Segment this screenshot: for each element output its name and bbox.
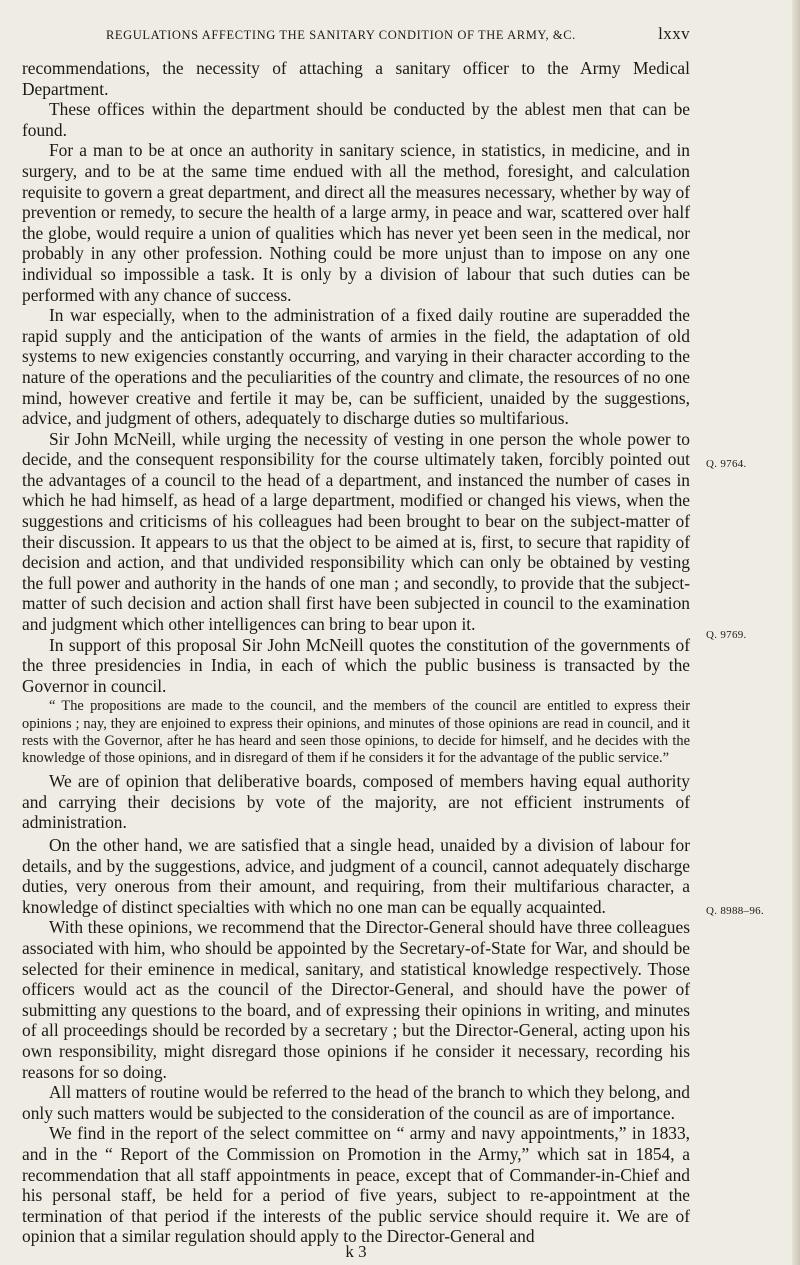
paragraph: For a man to be at once an authority in sanitary science, in statistics, in medicine, and in surgery, and to be at the same time endued with all the method, foresight, and calculation requisite to govern a great department, and direct all the measures necessary, whether by way of prevention or remedy, to secure the health of a large army, in peace and war, scattered over half the globe, would require a union of qualities which has never yet been seen in the medical, nor probably in any other profession. Nothing could be more unjust than to impose on any one individual so impossible a task. It is only by a division of labour that such duties can be performed with any chance of success. — [22, 140, 690, 305]
paragraph: We find in the report of the select committee on “ army and navy appointments,” in 1833, and in the “ Report of the Commission on Promotion in the Army,” which sat in 1854, a recommendation that all staff appointments in peace, except that of Commander-in-Chief and his personal staff, be held for a period of five years, subject to re-appointment at the termination of that period if the interests of the public service should require it. We are of opinion that a similar regulation should apply to the Director-General and — [22, 1123, 690, 1247]
paragraph: These offices within the department should be conducted by the ablest men that can be found. — [22, 99, 690, 140]
paragraph: Sir John McNeill, while urging the necessity of vesting in one person the whole power to decide, and the consequent responsibility for the course ultimately taken, forcibly pointed out the advantages of a council to the head of a department, and instanced the number of cases in which he had himself, as head of a large department, modified or changed his views, when the suggestions and criticisms of his colleagues had been brought to bear on the subject-matter of their discussion. It appears to us that the object to be aimed at is, first, to secure that rapidity of decision and action, and that undivided responsibility which can only be obtained by vesting the full power and authority in the hands of one man ; and secondly, to provide that the subject-matter of such decision and action shall first have been subjected in council to the examination and judgment which other intelligences can bring to bear upon it. — [22, 428, 690, 635]
paragraph: All matters of routine would be referred to the head of the branch to which they belong, and only such matters would be subjected to the consideration of the council as are of importance. — [22, 1082, 690, 1123]
paragraph: We are of opinion that deliberative boards, composed of members having equal authority and carrying their decisions by vote of the majority, are not efficient instruments of administration. — [22, 771, 690, 833]
body-text — [22, 58, 690, 1247]
signature-mark: k 3 — [345, 1242, 367, 1261]
running-header — [106, 24, 690, 44]
running-title: REGULATIONS AFFECTING THE SANITARY CONDITION OF THE ARMY, &C. — [106, 28, 576, 42]
paragraph: On the other hand, we are satisfied that a single head, unaided by a division of labour for details, and by the suggestions, advice, and judgment of a council, cannot adequately discharge duties, very onerous from their amount, and requiring, from their multifarious character, a knowledge of distinct specialties with which no one man can be equally acquainted. — [22, 835, 690, 917]
margin-note: Q. 9764. — [706, 458, 747, 470]
margin-note: Q. 8988–96. — [706, 905, 764, 917]
page-edge — [792, 0, 800, 1265]
page-number: lxxv — [658, 24, 690, 43]
paragraph: In support of this proposal Sir John McNeill quotes the constitution of the governments of the three presidencies in India, in each of which the public business is transacted by the Governor in council. — [22, 634, 690, 696]
paragraph: With these opinions, we recommend that the Director-General should have three colleagues associated with him, who should be appointed by the Secretary-of-State for War, and should be selected for their eminence in medical, sanitary, and statistical knowledge respectively. Those officers would act as the council of the Director-General, and should have the power of submitting any questions to the board, and of expressing their opinions in writing, and minutes of all proceedings should be recorded by a secretary ; but the Director-General, acting upon his own responsibility, might disregard those opinions if he consider it necessary, recording his reasons for so doing. — [22, 917, 690, 1082]
paragraph: recommendations, the necessity of attaching a sanitary officer to the Army Medical Department. — [22, 58, 690, 99]
block-quote: “ The propositions are made to the council, and the members of the council are entitled to express their opinions ; nay, they are enjoined to express their opinions, and minutes of those opinions are read in council, and it rests with the Governor, after he has heard and seen those opinions, to decide for himself, and he decides with the knowledge of those opinions, and in disregard of them if he considers it for the advantage of the public service.” — [22, 698, 690, 767]
margin-note: Q. 9769. — [706, 629, 747, 641]
paragraph: In war especially, when to the administration of a fixed daily routine are superadded the rapid supply and the anticipation of the wants of armies in the field, the adaptation of old systems to new exigencies constantly occurring, and varying in their character according to the nature of the operations and the peculiarities of the country and climate, the resources of no one mind, however creative and fertile it may be, can be sufficient, unaided by the suggestions, advice, and judgment of others, adequately to discharge duties so multifarious. — [22, 305, 690, 429]
